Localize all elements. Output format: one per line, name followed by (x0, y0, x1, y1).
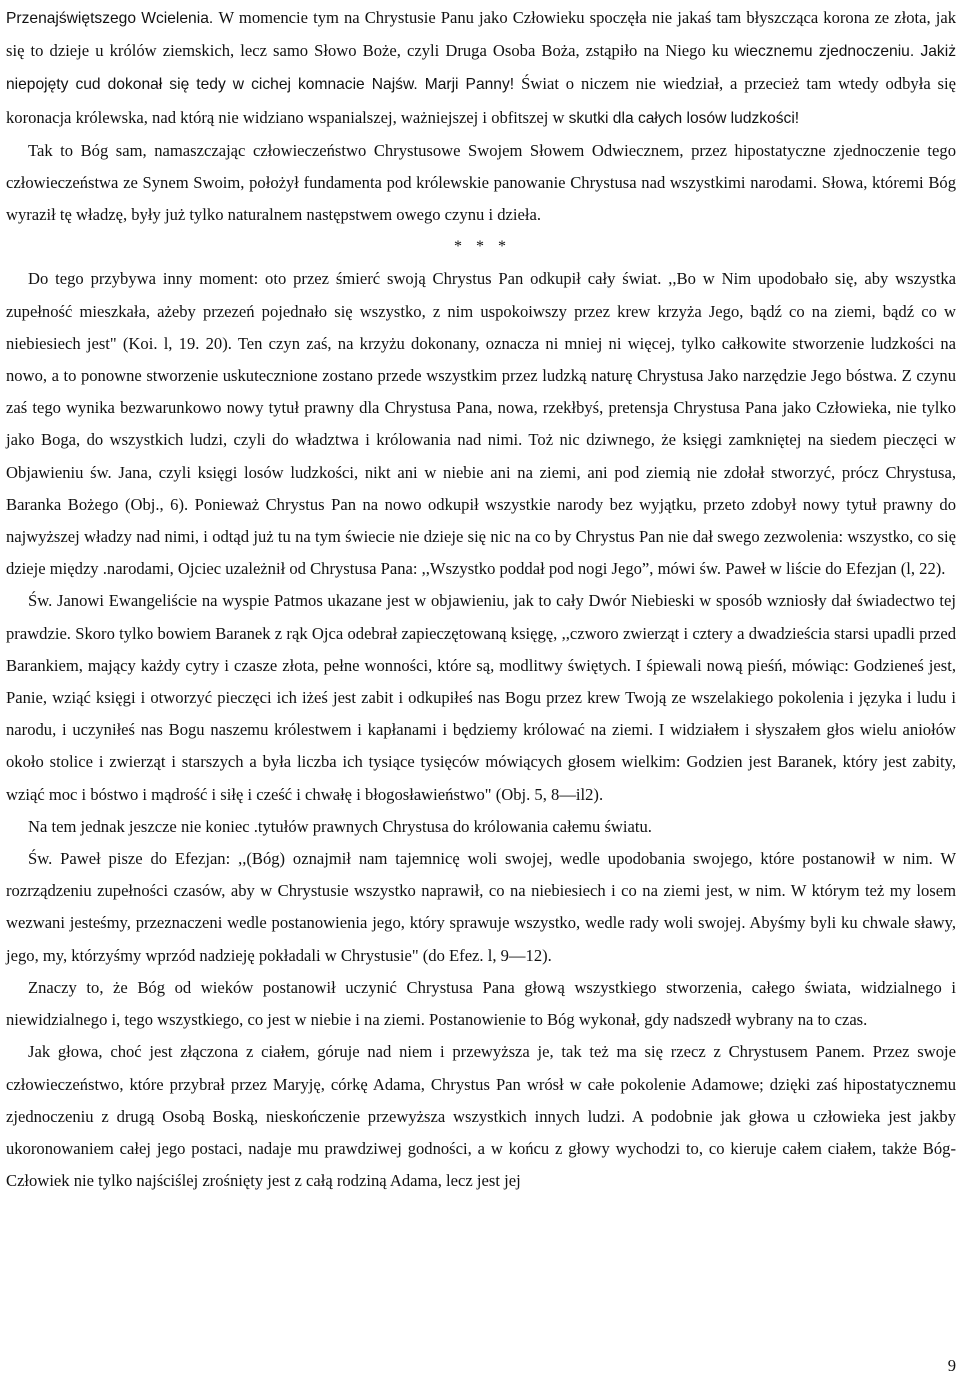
text-run: Na tem jednak jeszcze nie koniec .tytułów prawnych Chrystusa do królowania całemu światu. (28, 816, 652, 836)
paragraph (6, 2, 956, 135)
text-run: Tak to Bóg sam, namaszczając człowieczeństwo Chrystusowe Swojem Słowem Odwiecznem, przez hipostatyczne zjednoczenie tego człowieczeństwa ze Synem Swoim, położył fundamenta pod królewskie panowanie Chrystusa nad wszystkimi narodami. Słowa, któremi Bóg wyraził tę władzę, były już tylko naturalnem następstwem owego czynu i dzieła. (6, 140, 956, 225)
text-run: Przenajświętszego Wcielenia. (6, 10, 219, 27)
text-run: wiecznemu zjednoczeniu. Jakiż niepojęty cud dokonał się tedy w cichej komnacie Najśw. Marji Panny! (6, 43, 956, 94)
paragraph (6, 263, 956, 585)
paragraph (6, 585, 956, 810)
paragraph (6, 843, 956, 972)
paragraph (6, 1036, 956, 1197)
page-number: 9 (947, 1356, 956, 1375)
text-run: Św. Paweł pisze do Efezjan: ,,(Bóg) oznajmił nam tajemnicę woli swojej, wedle upodobania swojego, które postanowił w nim. W rozrządzeniu zupełności czasów, aby w Chrystusie wszystko naprawił, co na niebiesiech i co na ziemi jest, w nim. W którym też my losem wezwani jesteśmy, przeznaczeni wedle postanowienia jego, który sprawuje wszystko, wedle rady woli swojej. Abyśmy byli ku chwale sławy, jego, my, którzyśmy wprzód nadzieję pokładali w Chrystusie" (do Efez. l, 9—12). (6, 849, 956, 965)
text-run: skutki dla całych losów ludzkości! (568, 109, 800, 127)
text-run: Jak głowa, choć jest złączona z ciałem, góruje nad niem i przewyższa je, tak też ma się rzecz z Chrystusem Panem. Przez swoje człowieczeństwo, które przybrał przez Maryję, córkę Adama, Chrystus Pan wrósł w całe pokolenie Adamowe; dzięki zaś hipostatycznemu zjednoczeniu z drugą Osobą Boską, nieskończenie przewyższa wszystkich innych ludzi. A podobnie jak głowa u człowieka jest jakby ukoronowaniem całej jego postaci, nadaje mu prawdziwej godności, a w końcu z głowy wychodzi to, co kieruje całem ciałem, także Bóg-Człowiek nie tylko najściślej zrośnięty jest z całą rodziną Adama, lecz jest jej (6, 1042, 956, 1191)
text-run: Znaczy to, że Bóg od wieków postanowił uczynić Chrystusa Pana głową wszystkiego stworzenia, całego świata, widzialnego i niewidzialnego i, tego wszystkiego, co jest w niebie i na ziemi. Postanowienie to Bóg wykonał, gdy nadszedł wybrany na to czas. (6, 977, 956, 1030)
paragraph (6, 811, 956, 843)
paragraph (6, 972, 956, 1036)
text-run: W momencie tym na Chrystusie Panu jako Człowieku spoczęła nie jakaś tam błyszcząca korona ze złota, jak się to dzieje u królów ziemskich, lecz samo Słowo Boże, czyli Druga Osoba Boża, zstąpiło na Niego ku (6, 8, 956, 61)
text-run: Świat o niczem nie wiedział, a przecież tam wtedy odbyła się koronacja królewska, nad którą nie widziano wspanialszej, ważniejszej i obfitszej w (6, 74, 956, 127)
paragraph (6, 135, 956, 232)
section-separator: * * * (454, 238, 508, 256)
text-run: Do tego przybywa inny moment: oto przez śmierć swoją Chrystus Pan odkupił cały świat. ,,Bo w Nim upodobało się, aby wszystka zupełność mieszkała, ażeby przezeń pojednało się wszystko, z nim uspokoiwszy przez krew krzyża Jego, bądź co na ziemi, bądź co w niebiesiech jest" (Koi. l, 19. 20). Ten czyn zaś, na krzyżu dokonany, oznacza ni mniej ni więcej, tylko całkowite stworzenie ludzkości na nowo, a to ponowne stworzenie uskutecznione zostano przede wszystkim przez ludzką naturę Chrystusa Jako narzędzie Jego bóstwa. Z czynu zaś tego wynika bezwarunkowo nowy tytuł prawny dla Chrystusa Pana, nowa, rzekłbyś, pretensja Chrystusa Pana jako Człowieka, nie tylko jako Boga, do wszystkich ludzi, czyli do władztwa i królowania nad nimi. Toż nic dziwnego, że księgi zamkniętej na siedem pieczęci w Objawieniu św. Jana, czyli księgi losów ludzkości, nikt ani w niebie ani na ziemi, ani pod ziemią nie zdołał stworzyć, prócz Chrystusa, Baranka Bożego (Obj., 6). Ponieważ Chrystus Pan na nowo odkupił wszystkie narody bez wyjątku, przeto zdobył nowy tytuł prawny do najwyższej władzy nad nimi, i odtąd już tu na tym świecie nie dzieje się nic na co by Chrystus Pan nie dał swego zezwolenia: wszystko, co się dzieje między .narodami, Ojciec uzależnił od Chrystusa Pana: ,,Wszystko poddał pod nogi Jego”, mówi św. Paweł w liście do Efezjan (l, 22). (6, 269, 956, 579)
text-run: Św. Janowi Ewangeliście na wyspie Patmos ukazane jest w objawieniu, jak to cały Dwór Niebieski w sposób wzniosły dał świadectwo tej prawdzie. Skoro tylko bowiem Baranek z rąk Ojca odebrał zapieczętowaną księgę, ,,czworo zwierząt i cztery a dwadzieścia starsi upadli przed Barankiem, mający każdy cytry i czasze złota, pełne wonności, które są, modlitwy świętych. I śpiewali nową pieśń, mówiąc: Godzieneś jest, Panie, wziąć księgi i otworzyć pieczęci ich iżeś jest zabit i odkupiłeś nas Bogu przez krew Twoją ze wszelakiego pokolenia i języka i ludu i narodu, i uczyniłeś nas Bogu naszemu królestwem i kapłanami i będziemy królować na ziemi. I widziałem i słyszałem głos wielu aniołów około stolice i zwierząt i starszych a była liczba ich tysiące tysięców mówiących głosem wielkim: Godzien jest Baranek, który jest zabity, wziąć moc i bóstwo i mądrość i siłę i cześć i chwałę i błogosławieństwo" (Obj. 5, 8—il2). (6, 591, 956, 804)
document-page (6, 2, 956, 1197)
